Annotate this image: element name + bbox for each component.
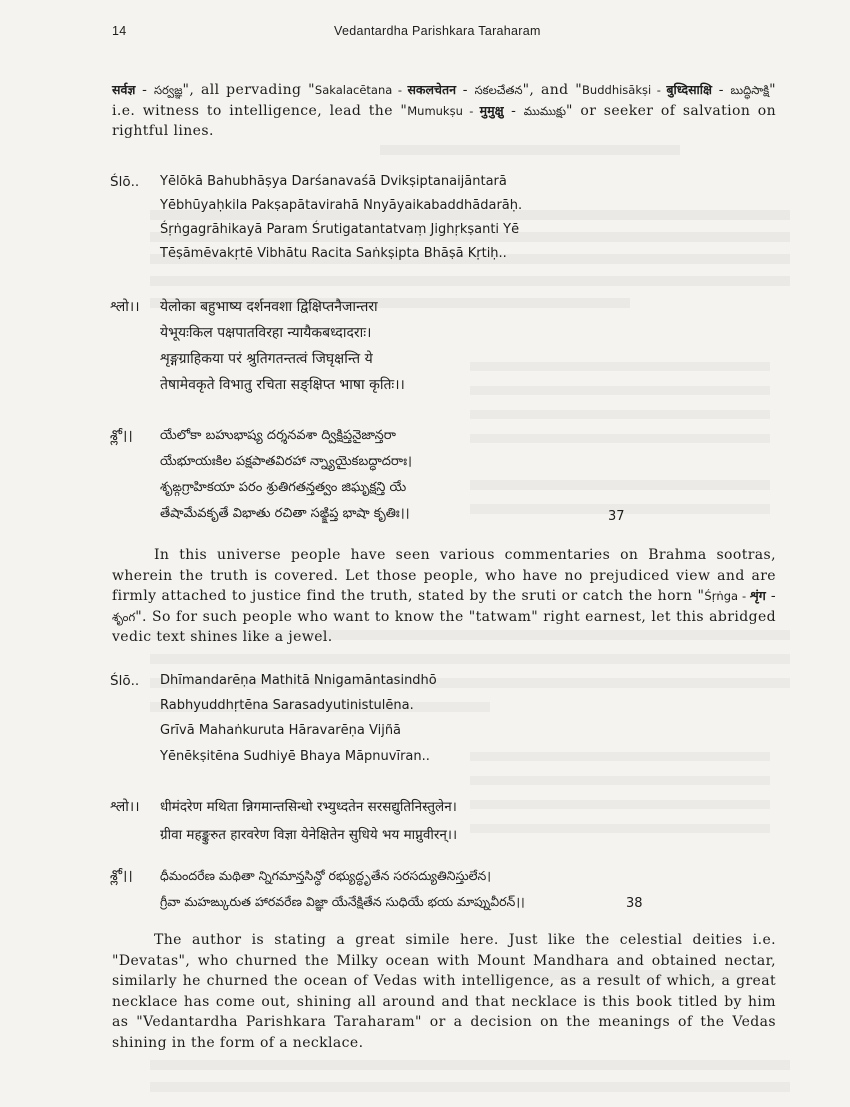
text-run: - (135, 82, 154, 98)
verse-line-roman: Yēbhūyaḥkila Pakṣapātavirahā Nnyāyaikabaddhādarāḥ. (160, 198, 523, 213)
verse-line-telugu: యేలోకా బహుభాష్య దర్శనవశా ద్విక్షిప్తనైజాన్తరా (160, 428, 396, 443)
text-run: ". So for such people who want to know the "tatwam" right earnest, let this abridged vedic text shines like a jewel. (112, 608, 776, 645)
telugu-term: సర్వజ్ఞ (153, 83, 183, 97)
running-title: Vedantardha Parishkara Taraharam (334, 24, 541, 38)
verse-line-roman: Rabhyuddhṛtēna Sarasadyutinistulēna. (160, 698, 414, 713)
verse-line-devanagari: तेषामेवकृते विभातु रचिता सङ्क्षिप्त भाषा कृतिः।। (160, 377, 405, 393)
verse-line-telugu: యేభూయఃకిల పక్షపాతవిరహా న్న్యాయైకబద్ధాదరాః। (160, 454, 412, 469)
verse-line-devanagari: येभूयःकिल पक्षपातविरहा न्यायैकबध्दादराः। (160, 325, 372, 341)
sanskrit-term: मुमुक्षु (479, 102, 504, 118)
verse-number: 38 (626, 896, 643, 911)
text-run: - (456, 82, 475, 98)
telugu-term: సకలచేతన (474, 83, 523, 97)
commentary-paragraph (112, 545, 776, 648)
transliteration: Mumukṣu - (407, 103, 480, 118)
sanskrit-term: बुध्दिसाक्षि (666, 82, 712, 97)
sloka-label-devanagari: श्लो।। (110, 799, 140, 815)
page-number: 14 (112, 24, 127, 38)
verse-line-telugu: తేషామేవకృతే విభాతు రచితా సఙ్క్షిప్త భాషా కృతిః।। (160, 506, 410, 521)
text-run: " i.e. witness to intelligence, lead the " (112, 82, 776, 119)
sloka-label-roman: Ślō.. (110, 174, 140, 190)
verse-line-telugu: శృఙ్గగ్రాహికయా పరం శ్రుతిగతన్తత్వం జిఘృక్షన్తి యే (160, 480, 407, 495)
text-run: ", all pervading " (182, 82, 315, 98)
text-run: " or seeker of salvation on rightful lines. (112, 102, 776, 139)
text-run: - (711, 82, 731, 98)
text-run: ", and " (522, 82, 583, 98)
telugu-term: బుద్ధిసాక్షి (730, 83, 770, 97)
verse-number: 37 (608, 509, 625, 524)
verse-line-telugu: గ్రీవా మహఙ్కురుత హారవరేణ విజ్ఞా యేనేక్షితేన సుధియే భయ మాప్నువీరన్।। (160, 894, 525, 909)
verse-line-telugu: ధీమందరేణ మథితా న్నిగమాన్తసిన్ధో రభ్యుద్ధృతేన సరసద్యుతినిస్తులేన। (160, 868, 492, 883)
verse-line-roman: Śṛṅgagrāhikayā Param Śrutigatantatvaṃ Jighṛkṣanti Yē (160, 222, 520, 237)
verse-line-devanagari: ग्रीवा महङ्कुरुत हारवरेण विज्ञा येनेक्षितेन सुधिये भय माप्नुवीरन्।। (160, 827, 458, 843)
sanskrit-term: सकलचेतन (407, 82, 457, 97)
verse-line-roman: Dhīmandarēṇa Mathitā Nnigamāntasindhō (160, 673, 437, 688)
transliteration: Sakalacētana - (314, 83, 408, 97)
verse-line-roman: Tēṣāmēvakṛtē Vibhātu Racita Saṅkṣipta Bhāṣā Kṛtiḥ.. (160, 246, 507, 261)
telugu-term: శృంగ (112, 609, 136, 624)
sanskrit-term: सर्वज्ञ (112, 82, 136, 97)
telugu-term: ముముక్షు (523, 103, 567, 118)
transliteration: Śṛṅga - (704, 589, 751, 603)
verse-line-devanagari: शृङ्गग्राहिकया परं श्रुतिगतन्तत्वं जिघृक्षन्ति ये (160, 351, 373, 367)
text-run: The author is stating a great simile here. Just like the celestial deities i.e. "Devatas", who churned the Milky ocean with Mount Mandhara and obtained nectar, similarly he churned the ocean of Vedas with intelligence, as a result of which, a great necklace has come out, shining all around and that necklace is this book titled by him as "Vedantardha Parishkara Taraharam" or a decision on the meanings of the Vedas shining in the form of a necklace. (112, 932, 776, 1051)
intro-paragraph (112, 80, 776, 142)
verse-line-roman: Yēlōkā Bahubhāṣya Darśanavaśā Dvikṣiptanaijāntarā (160, 174, 507, 189)
sloka-label-telugu: శ్లో।। (110, 868, 133, 884)
text-run: - (765, 588, 777, 604)
sloka-label-telugu: శ్లో।। (110, 428, 133, 444)
verse-line-roman: Yēnēkṣitēna Sudhiyē Bhaya Māpnuvīran.. (160, 749, 430, 764)
text-run: In this universe people have seen various commentaries on Brahma sootras, wherein the truth is covered. Let those people, who have no prejudiced view and are firmly attached to justice find the truth, stated by the sruti or catch the horn " (112, 547, 776, 604)
sloka-label-roman: Ślō.. (110, 673, 140, 689)
text-run: - (503, 102, 524, 119)
verse-line-devanagari: धीमंदरेण मथिता न्निगमान्तसिन्धो रभ्युध्दतेन सरसद्युतिनिस्तुलेन। (160, 799, 457, 815)
verse-line-devanagari: येलोका बहुभाष्य दर्शनवशा द्विक्षिप्तनैजान्तरा (160, 299, 378, 315)
commentary-paragraph (112, 930, 776, 1053)
sanskrit-term: शृंग (750, 588, 766, 603)
transliteration: Buddhisākṣi - (582, 83, 667, 97)
verse-line-roman: Grīvā Mahaṅkuruta Hāravarēṇa Vijñā (160, 723, 402, 738)
sloka-label-devanagari: श्लो।। (110, 299, 140, 315)
